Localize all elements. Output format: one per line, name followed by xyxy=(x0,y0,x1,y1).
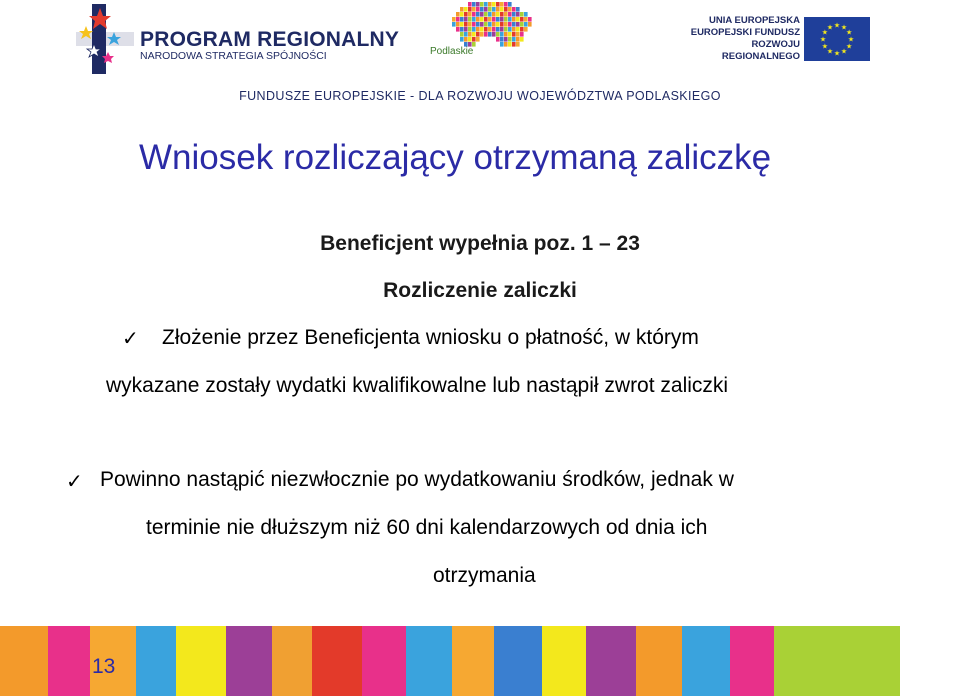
subtitle-positions: Beneficjent wypełnia poz. 1 – 23 xyxy=(320,232,640,255)
footer-segment xyxy=(362,626,406,696)
svg-text:★: ★ xyxy=(819,35,827,44)
svg-text:★: ★ xyxy=(833,49,841,58)
program-regionalny-logo xyxy=(74,4,400,76)
svg-text:★: ★ xyxy=(840,23,848,32)
eu-logo xyxy=(676,15,876,67)
subtitle-settlement: Rozliczenie zaliczki xyxy=(383,279,577,302)
svg-text:★: ★ xyxy=(845,42,853,51)
footer-segment xyxy=(406,626,452,696)
region-label: Podlaskie xyxy=(430,46,474,57)
bullet1-line1: Złożenie przez Beneficjenta wniosku o płatność, w którym xyxy=(162,326,699,349)
svg-text:★: ★ xyxy=(840,47,848,56)
footer-segment xyxy=(774,626,900,696)
footer-segment xyxy=(48,626,90,696)
bullet2-line1: Powinno nastąpić niezwłocznie po wydatkowaniu środków, jednak w xyxy=(100,468,734,491)
svg-text:★: ★ xyxy=(847,35,855,44)
bullet1-line2: wykazane zostały wydatki kwalifikowalne lub nastąpił zwrot zaliczki xyxy=(106,374,729,397)
footer-segment xyxy=(542,626,586,696)
footer-segment xyxy=(636,626,682,696)
svg-text:★: ★ xyxy=(833,21,841,30)
footer-segment xyxy=(136,626,176,696)
color-footer-bar xyxy=(0,626,960,696)
footer-segment xyxy=(586,626,636,696)
svg-text:★: ★ xyxy=(826,23,834,32)
footer-segment xyxy=(494,626,542,696)
footer-segment xyxy=(226,626,272,696)
footer-segment xyxy=(312,626,362,696)
podlaskie-logo xyxy=(424,2,534,76)
bullet2-line2: terminie nie dłuższym niż 60 dni kalendarzowych od dnia ich xyxy=(146,516,708,539)
fund-line: FUNDUSZE EUROPEJSKIE - DLA ROZWOJU WOJEWÓDZTWA PODLASKIEGO xyxy=(239,89,721,103)
footer-segment xyxy=(272,626,312,696)
svg-text:★: ★ xyxy=(826,47,834,56)
footer-segment xyxy=(452,626,494,696)
eu-text xyxy=(676,15,800,63)
check-icon: ✓ xyxy=(122,328,139,350)
program-title: PROGRAM REGIONALNY xyxy=(140,28,400,51)
footer-segment xyxy=(0,626,48,696)
footer-segment xyxy=(176,626,226,696)
stars-emblem-icon xyxy=(74,4,136,74)
footer-segment xyxy=(682,626,730,696)
svg-text:★: ★ xyxy=(821,28,829,37)
slide-title: Wniosek rozliczający otrzymaną zaliczkę xyxy=(139,138,772,177)
svg-text:★: ★ xyxy=(821,42,829,51)
eu-line-1: UNIA EUROPEJSKA xyxy=(709,15,800,26)
eu-line-2: EUROPEJSKI FUNDUSZ xyxy=(690,27,800,38)
program-subtitle: NARODOWA STRATEGIA SPÓJNOŚCI xyxy=(140,50,327,62)
bullet2-line3: otrzymania xyxy=(433,564,536,587)
footer-segment xyxy=(730,626,774,696)
check-icon: ✓ xyxy=(66,471,83,493)
page-number: 13 xyxy=(92,655,116,678)
svg-text:★: ★ xyxy=(845,28,853,37)
eu-flag-icon xyxy=(804,17,870,61)
eu-line-3: ROZWOJU REGIONALNEGO xyxy=(721,39,800,62)
